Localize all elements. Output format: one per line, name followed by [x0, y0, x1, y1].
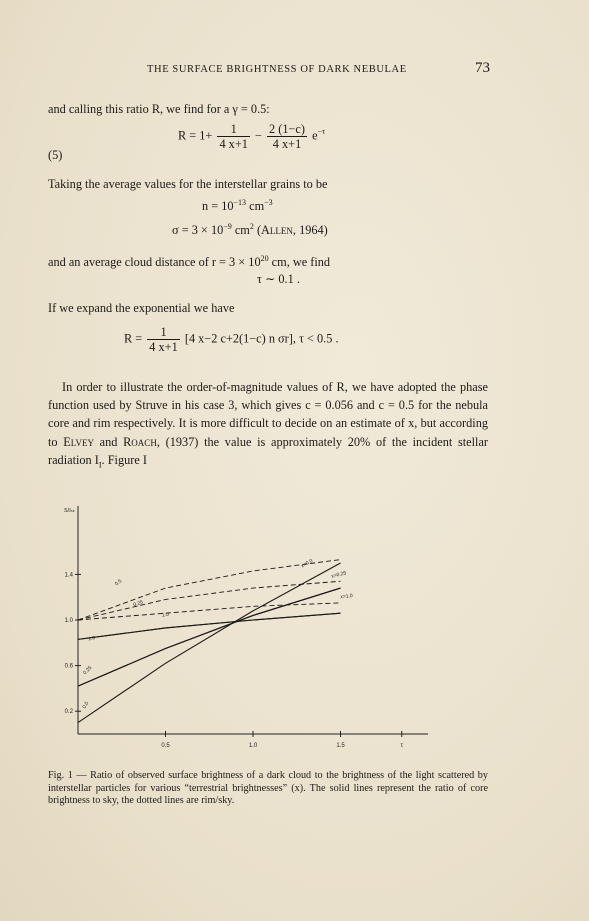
tau-value: τ ∼ 0.1 . [257, 272, 300, 286]
curve-label-4: 0.25 [132, 599, 144, 609]
eq5-fraction-1: $\frac{1}{4 x+1}$ [219, 122, 248, 151]
eq6-fraction: $\frac{1}{4 x+1}$ [149, 325, 178, 354]
equation-number: (5) [48, 148, 63, 162]
y-axis-label: S/Iₛₖ [64, 508, 76, 514]
curve-label-6: 1.0 [87, 635, 96, 643]
x-tick-label: 1.0 [248, 743, 258, 749]
chart-svg [52, 488, 442, 750]
curve-label-7: 0.25 [82, 665, 94, 677]
y-tick-label: 1.4 [64, 572, 73, 579]
figure-caption: Fig. 1 — Ratio of observed surface brightness of a dark cloud to the brightness of the light scattered by interstellar particles for various “terrestrial brightnesses” (x). The solid lines represent the ratio of core brightness to sky, the dotted lines are rim/sky. [48, 770, 488, 807]
series-line-4 [78, 613, 341, 639]
y-tick-label: 0.2 [64, 709, 73, 716]
curve-label-3: 0.5 [113, 578, 124, 588]
eq5-fraction-2: $\frac{2 (1-c)}{4 x+1}$ [269, 122, 305, 151]
n-value: $n = 10^{-13}$ $cm^{-3}$ [202, 198, 273, 214]
y-tick-label: 1.0 [64, 618, 73, 624]
sigma-value: $\sigma = 3 \times 10^{-9}$ $cm^2$ (Allen, 1964) [172, 222, 328, 238]
taking-line: Taking the average values for the interstellar grains to be [48, 177, 328, 191]
expand-line: If we expand the exponential we have [48, 301, 235, 315]
y-tick-label: 0.6 [64, 663, 73, 670]
x-tick-label: 1.5 [336, 743, 345, 749]
curve-label-2: x=1.0 [340, 593, 354, 601]
curve-label-0: x=0.0 [300, 558, 314, 570]
series-line-3 [78, 613, 341, 639]
x-tick-label: τ [400, 743, 403, 749]
curve-label-8: 0.0 [81, 700, 91, 710]
intro-line: and calling this ratio R, we find for a γ = 0.5: [48, 102, 270, 116]
curve-label-5: 1.0 [161, 611, 170, 619]
equation-6: R = $\frac{1}{4 x+1}$ [4 x−2 c+2(1−c) n σr], τ < 0.5 . [124, 325, 339, 354]
figure-1-chart [52, 488, 442, 750]
body-paragraph: In order to illustrate the order-of-magnitude values of R, we have adopted the phase function used by Struve in his case 3, which gives c = 0.056 and c = 0.5 for the nebula core and rim respectively. It is more difficult to decide on an estimate of x, but according to Elvey and Roach, (1937) the value is approximately 20% of the incident stellar radiation $I_I$. Figure I [48, 380, 488, 470]
curve-label-1: x=0.25 [330, 570, 347, 580]
running-title: THE SURFACE BRIGHTNESS OF DARK NEBULAE [147, 64, 407, 75]
x-tick-label: 0.5 [161, 743, 170, 749]
page-number: 73 [475, 60, 490, 76]
distance-line: and an average cloud distance of $r = 3 \times 10^{20}$ cm, we find [48, 254, 331, 270]
equation-5: R = 1+ $\frac{1}{4 x+1}$ − $\frac{2 (1-c)}{4 x+1}$ $e^{-\tau}$ [178, 122, 326, 151]
